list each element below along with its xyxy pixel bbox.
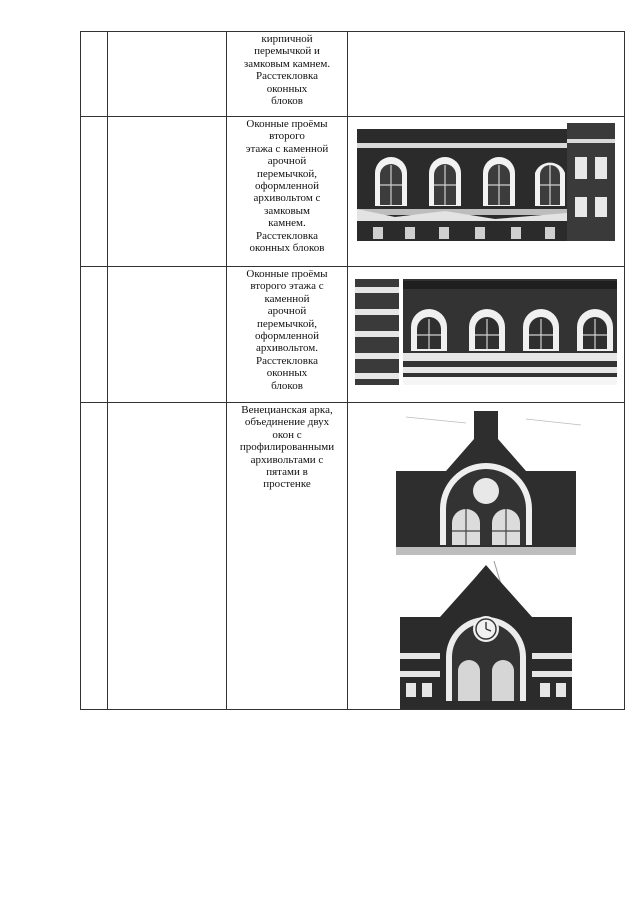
venetian-arch-photo-1 — [386, 405, 586, 557]
element-description: Оконные проёмы второго этажа с каменной арочной перемычкой, оформленной архивольтом. Расстекловка оконных блоков — [246, 268, 328, 392]
table-row — [81, 117, 625, 267]
description-cell — [227, 267, 348, 403]
description-cell — [227, 403, 348, 710]
element-name-cell — [108, 32, 227, 117]
architecture-elements-table — [80, 31, 625, 710]
photo-cell — [348, 267, 625, 403]
description-cell — [227, 32, 348, 117]
facade-photo-keystone-windows — [355, 121, 617, 249]
row-number-cell — [81, 267, 108, 403]
photo-cell — [348, 403, 625, 710]
table-row — [81, 267, 625, 403]
table-row — [81, 403, 625, 710]
element-description: Оконные проёмы второго этажа с каменной арочной перемычкой, оформленной архивольтом с замковым камнем. Расстекловка оконных блоков — [245, 118, 329, 255]
element-name-cell — [108, 117, 227, 267]
element-name-cell — [108, 403, 227, 710]
row-number-cell — [81, 117, 108, 267]
element-description: Венецианская арка, объединение двух окон с профилированными архивольтами с пятами в простенке — [239, 404, 335, 491]
photo-cell — [348, 117, 625, 267]
row-number-cell — [81, 403, 108, 710]
element-name-cell — [108, 267, 227, 403]
table-row — [81, 32, 625, 117]
description-cell — [227, 117, 348, 267]
facade-photo-archivolt-windows — [355, 279, 617, 385]
row-number-cell — [81, 32, 108, 117]
photo-cell — [348, 32, 625, 117]
element-description: кирпичной перемычкой и замковым камнем. Расстекловка оконных блоков — [243, 33, 331, 108]
venetian-arch-photo-2 — [400, 561, 572, 709]
